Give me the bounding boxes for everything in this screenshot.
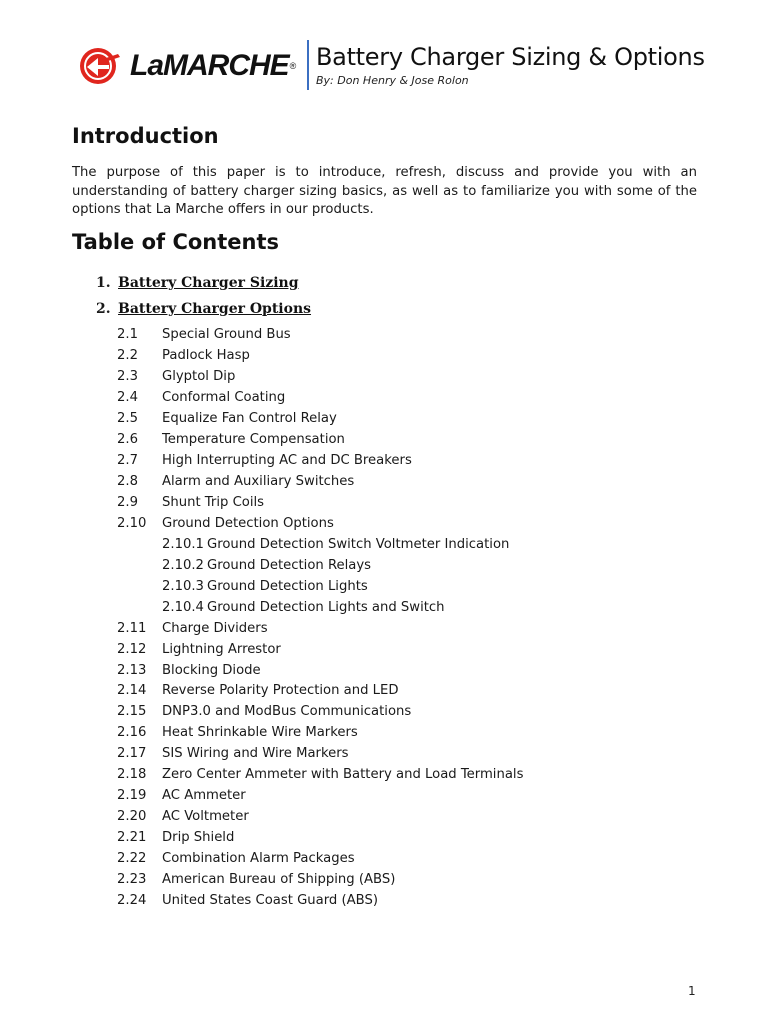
toc-sub-item (117, 807, 717, 828)
toc-sub-label: American Bureau of Shipping (ABS) (162, 872, 396, 888)
toc-sub-number: 2.3 (117, 368, 138, 384)
toc-sub-number: 2.15 (117, 704, 147, 720)
toc-sub-label: Conformal Coating (162, 389, 286, 405)
toc-heading: Table of Contents (72, 230, 280, 254)
toc-sub-label: Temperature Compensation (162, 431, 345, 447)
toc-sub-number: 2.14 (117, 683, 147, 699)
toc-sub-number: 2.12 (117, 641, 147, 657)
toc-sub-label: AC Voltmeter (162, 809, 249, 825)
toc-sub-label: SIS Wiring and Wire Markers (162, 746, 349, 762)
toc-sub-label: United States Coast Guard (ABS) (162, 893, 378, 909)
toc-sub-item (117, 514, 717, 535)
toc-link-battery-charger-sizing[interactable]: Battery Charger Sizing (118, 275, 299, 291)
toc-subsub-label: Ground Detection Switch Voltmeter Indication (207, 536, 510, 552)
toc-sub-number: 2.6 (117, 431, 138, 447)
toc-subsub-number: 2.10.1 (162, 536, 204, 552)
toc-sub-item (117, 786, 717, 807)
toc-sub-label: Drip Shield (162, 830, 235, 846)
toc-subsub-item (117, 577, 717, 598)
toc-sub-label: Glyptol Dip (162, 368, 236, 384)
toc-sub-item (117, 702, 717, 723)
toc-sub-item (117, 828, 717, 849)
document-title: Battery Charger Sizing & Options (316, 43, 705, 71)
toc-link-battery-charger-options[interactable]: Battery Charger Options (118, 301, 312, 317)
toc-sub-number: 2.9 (117, 494, 138, 510)
toc-sub-number: 2.1 (117, 327, 138, 342)
toc-sub-label: Blocking Diode (162, 662, 261, 678)
toc-main-item[interactable] (96, 273, 311, 299)
toc-sub-item (117, 409, 717, 430)
toc-sub-label: Shunt Trip Coils (162, 494, 265, 510)
toc-sub-label: Heat Shrinkable Wire Markers (162, 725, 358, 741)
toc-sub-item (117, 849, 717, 870)
toc-sub-number: 2.18 (117, 767, 147, 783)
toc-sub-item (117, 661, 717, 682)
toc-sub-item (117, 472, 717, 493)
toc-subsub-number: 2.10.2 (162, 557, 204, 573)
document-header (78, 40, 705, 92)
toc-subsub-label: Ground Detection Relays (207, 557, 372, 573)
toc-sub-number: 2.13 (117, 662, 147, 678)
introduction-paragraph: The purpose of this paper is to introduce, refresh, discuss and provide you with an understanding of battery charger sizing basics, as well as to familiarize you with some of the options that La Marche offers in our products. (72, 165, 697, 217)
toc-sub-number: 2.20 (117, 809, 147, 825)
toc-sub-number: 2.24 (117, 893, 147, 909)
toc-sub-item (117, 870, 717, 891)
toc-sub-item (117, 493, 717, 514)
toc-sub-item (117, 640, 717, 661)
toc-sub-label: Padlock Hasp (162, 347, 250, 363)
toc-sub-item (117, 723, 717, 744)
document-authors: By: Don Henry & Jose Rolon (316, 74, 469, 87)
toc-subsub-item (117, 598, 717, 619)
toc-sub-number: 2.8 (117, 473, 138, 489)
page-number: 1 (688, 984, 696, 998)
toc-sub-label: Alarm and Auxiliary Switches (162, 473, 355, 489)
toc-sub-number: 2.4 (117, 389, 138, 405)
toc-sub-label: Ground Detection Options (162, 515, 334, 531)
toc-sub-item (117, 430, 717, 451)
toc-subsub-number: 2.10.3 (162, 578, 204, 594)
introduction-heading: Introduction (72, 124, 219, 148)
toc-main-number: 1. (96, 275, 111, 291)
toc-subsub-label: Ground Detection Lights (207, 578, 368, 594)
toc-sub-item (117, 388, 717, 409)
toc-sub-number: 2.5 (117, 410, 138, 426)
toc-sub-label: Equalize Fan Control Relay (162, 410, 337, 426)
toc-sub-number: 2.19 (117, 788, 147, 804)
toc-subsub-number: 2.10.4 (162, 599, 204, 615)
toc-sub-item (117, 346, 717, 367)
toc-sub-label: DNP3.0 and ModBus Communications (162, 704, 412, 720)
toc-sub-label: Zero Center Ammeter with Battery and Load Terminals (162, 767, 524, 783)
toc-sub-item (117, 681, 717, 702)
toc-sub-number: 2.21 (117, 830, 147, 846)
toc-main-list (96, 273, 311, 325)
toc-sub-item (117, 891, 717, 912)
lamarche-logo (78, 42, 298, 88)
toc-sub-number: 2.17 (117, 746, 147, 762)
toc-sub-label: Lightning Arrestor (162, 641, 281, 657)
toc-main-number: 2. (96, 301, 111, 317)
toc-sub-number: 2.2 (117, 347, 138, 363)
toc-subsub-item (117, 556, 717, 577)
toc-sub-item (117, 451, 717, 472)
toc-sub-number: 2.7 (117, 452, 138, 468)
toc-sub-item (117, 367, 717, 388)
toc-sub-number: 2.10 (117, 515, 147, 531)
toc-sub-label: High Interrupting AC and DC Breakers (162, 452, 412, 468)
toc-subsub-item (117, 535, 717, 556)
toc-sub-number: 2.11 (117, 620, 147, 636)
lamarche-logo-icon (78, 46, 122, 86)
toc-sub-label: Charge Dividers (162, 620, 268, 636)
toc-sub-label: Combination Alarm Packages (162, 851, 355, 867)
toc-sub-item (117, 619, 717, 640)
toc-sub-label: AC Ammeter (162, 788, 246, 804)
header-divider (307, 40, 309, 90)
toc-sub-number: 2.16 (117, 725, 147, 741)
toc-sub-item (117, 744, 717, 765)
lamarche-logo-text: LaMARCHE® (130, 49, 296, 82)
toc-sub-number: 2.22 (117, 851, 147, 867)
toc-sub-item (117, 765, 717, 786)
toc-subsub-label: Ground Detection Lights and Switch (207, 599, 445, 615)
toc-sub-label: Special Ground Bus (162, 327, 291, 342)
toc-main-item[interactable] (96, 299, 311, 325)
toc-sub-item (117, 325, 717, 346)
toc-sub-number: 2.23 (117, 872, 147, 888)
toc-sub-list (117, 325, 717, 912)
toc-sub-label: Reverse Polarity Protection and LED (162, 683, 399, 699)
